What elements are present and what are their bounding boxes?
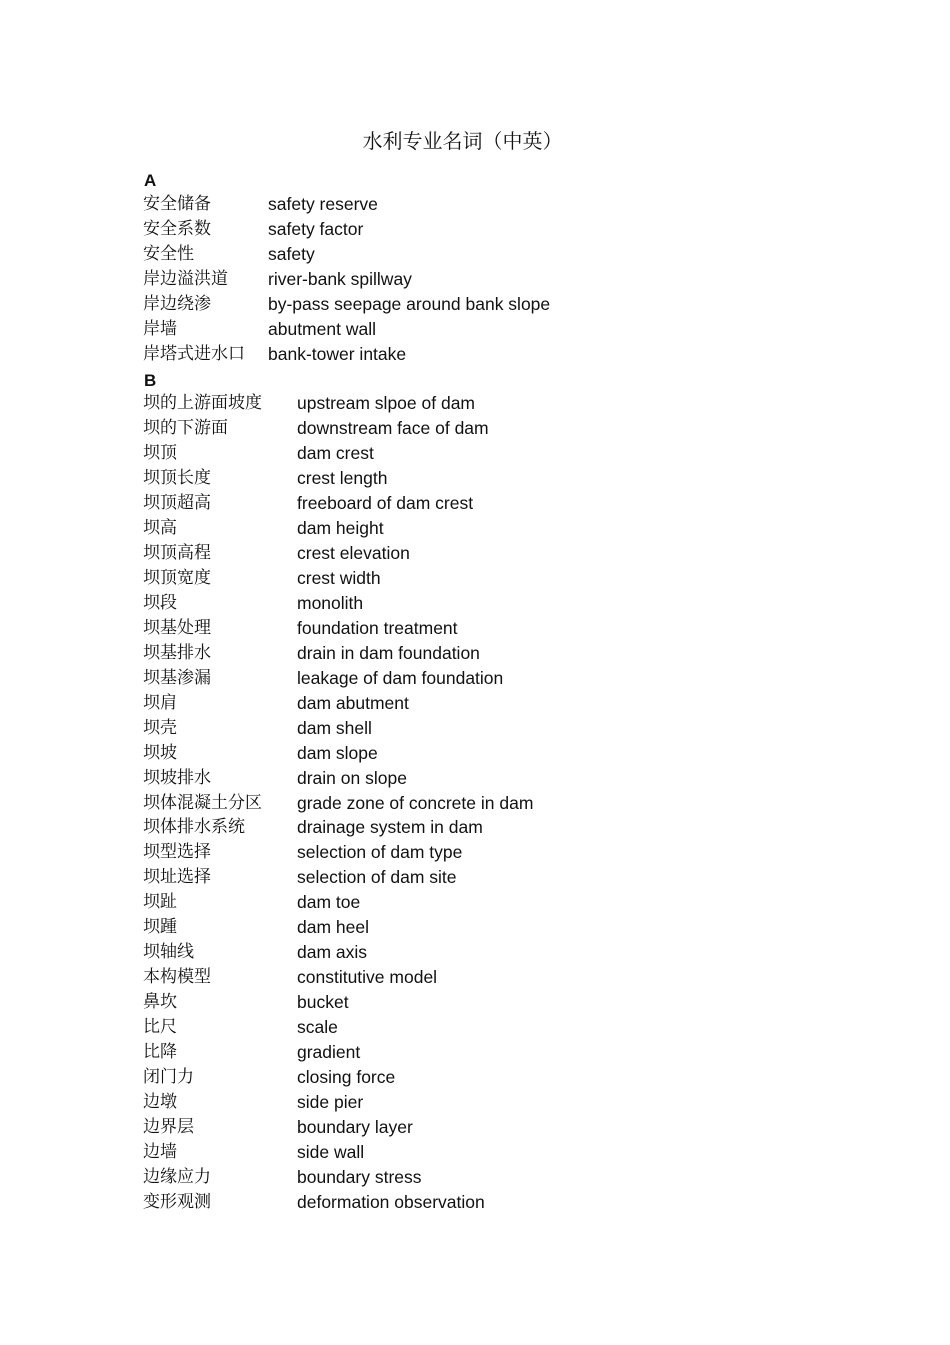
glossary-row [143,1115,903,1140]
term-chinese: 比降 [143,1042,177,1062]
term-chinese: 坝体排水系统 [143,817,245,837]
glossary-row [143,890,903,915]
glossary-row [143,267,903,292]
term-chinese: 边墩 [143,1092,177,1112]
term-chinese: 坝基渗漏 [143,668,211,688]
glossary-row [143,541,903,566]
term-english: dam slope [297,743,378,763]
term-chinese: 边墙 [143,1142,177,1162]
term-chinese: 坝坡 [143,743,177,763]
glossary-row [143,391,903,416]
term-english: selection of dam type [297,842,463,862]
glossary-row [143,1040,903,1065]
term-chinese: 比尺 [143,1017,177,1037]
term-chinese: 坝址选择 [143,867,211,887]
term-english: deformation observation [297,1192,485,1212]
term-english: dam axis [297,942,368,962]
term-chinese: 岸边溢洪道 [143,269,228,289]
glossary-row [143,1165,903,1190]
term-english: bucket [297,992,349,1012]
glossary-row [143,317,903,342]
glossary-row [143,691,903,716]
glossary-row [143,516,903,541]
term-chinese: 坝基排水 [143,643,211,663]
term-english: selection of dam site [297,867,457,887]
glossary-row [143,815,903,840]
term-english: dam heel [297,917,369,937]
term-english: closing force [297,1067,396,1087]
glossary-row [143,716,903,741]
glossary-row [143,666,903,691]
term-english: grade zone of concrete in dam [297,793,534,813]
glossary-row [143,741,903,766]
term-english: abutment wall [268,319,376,339]
section-letter: A [144,171,157,190]
term-english: boundary layer [297,1117,413,1137]
glossary-row [143,1090,903,1115]
term-chinese: 坝踵 [143,917,177,937]
term-english: crest elevation [297,543,410,563]
term-english: freeboard of dam crest [297,493,474,513]
term-english: crest width [297,568,381,588]
glossary-row [143,940,903,965]
term-english: dam toe [297,892,361,912]
term-chinese: 边缘应力 [143,1167,211,1187]
term-chinese: 坝体混凝土分区 [143,793,262,813]
term-chinese: 安全性 [143,244,194,264]
term-english: by-pass seepage around bank slope [268,294,551,314]
term-chinese: 坝轴线 [143,942,194,962]
term-chinese: 坝型选择 [143,842,211,862]
glossary-row [143,1190,903,1215]
term-english: dam abutment [297,693,409,713]
term-english: dam crest [297,443,374,463]
term-chinese: 坝顶 [143,443,177,463]
glossary-row [143,915,903,940]
glossary-row [143,990,903,1015]
glossary-row [143,217,903,242]
term-chinese: 坝顶长度 [143,468,211,488]
term-chinese: 边界层 [143,1117,194,1137]
glossary-row [143,865,903,890]
glossary-row [143,1065,903,1090]
glossary-row [143,1140,903,1165]
term-english: safety factor [268,219,364,239]
glossary-row [143,791,903,816]
glossary-row [143,342,903,367]
term-english: side pier [297,1092,364,1112]
glossary-row [143,416,903,441]
term-chinese: 坝趾 [143,892,177,912]
glossary-row [143,616,903,641]
term-chinese: 岸塔式进水口 [143,344,245,364]
section-letter: B [144,371,157,390]
term-chinese: 变形观测 [143,1192,211,1212]
term-english: river-bank spillway [268,269,412,289]
glossary-row [143,441,903,466]
term-english: foundation treatment [297,618,458,638]
term-chinese: 坝的下游面 [143,418,228,438]
term-english: downstream face of dam [297,418,489,438]
term-chinese: 安全系数 [143,219,211,239]
term-chinese: 岸墙 [143,319,177,339]
term-english: drainage system in dam [297,817,483,837]
term-chinese: 安全储备 [143,194,211,214]
term-chinese: 坝顶超高 [143,493,211,513]
glossary-row [143,840,903,865]
glossary-row [143,965,903,990]
term-chinese: 坝坡排水 [143,768,211,788]
term-english: safety reserve [268,194,378,214]
term-english: dam height [297,518,384,538]
glossary-row [143,566,903,591]
glossary-row [143,466,903,491]
term-chinese: 坝的上游面坡度 [143,393,262,413]
term-chinese: 坝基处理 [143,618,211,638]
glossary-row [143,242,903,267]
glossary-row [143,766,903,791]
glossary-row [143,591,903,616]
page-title: 水利专业名词（中英） [362,129,563,153]
term-chinese: 坝肩 [143,693,177,713]
glossary-row [143,641,903,666]
term-chinese: 坝高 [143,518,177,538]
glossary-row [143,292,903,317]
term-chinese: 本构模型 [143,967,211,987]
term-chinese: 闭门力 [143,1067,194,1087]
term-chinese: 坝顶宽度 [143,568,211,588]
term-english: crest length [297,468,388,488]
glossary-row [143,192,903,217]
term-english: leakage of dam foundation [297,668,504,688]
term-english: upstream slpoe of dam [297,393,476,413]
glossary-row [143,1015,903,1040]
glossary-row [143,491,903,516]
term-english: safety [268,244,315,264]
term-english: drain on slope [297,768,407,788]
term-english: constitutive model [297,967,438,987]
term-english: scale [297,1017,338,1037]
term-chinese: 坝顶高程 [143,543,211,563]
term-english: boundary stress [297,1167,422,1187]
term-chinese: 坝段 [143,593,177,613]
term-chinese: 岸边绕渗 [143,294,211,314]
term-english: drain in dam foundation [297,643,480,663]
term-english: gradient [297,1042,361,1062]
term-english: bank-tower intake [268,344,407,364]
term-english: dam shell [297,718,372,738]
term-chinese: 鼻坎 [143,992,177,1012]
term-chinese: 坝壳 [143,718,177,738]
term-english: monolith [297,593,364,613]
term-english: side wall [297,1142,365,1162]
